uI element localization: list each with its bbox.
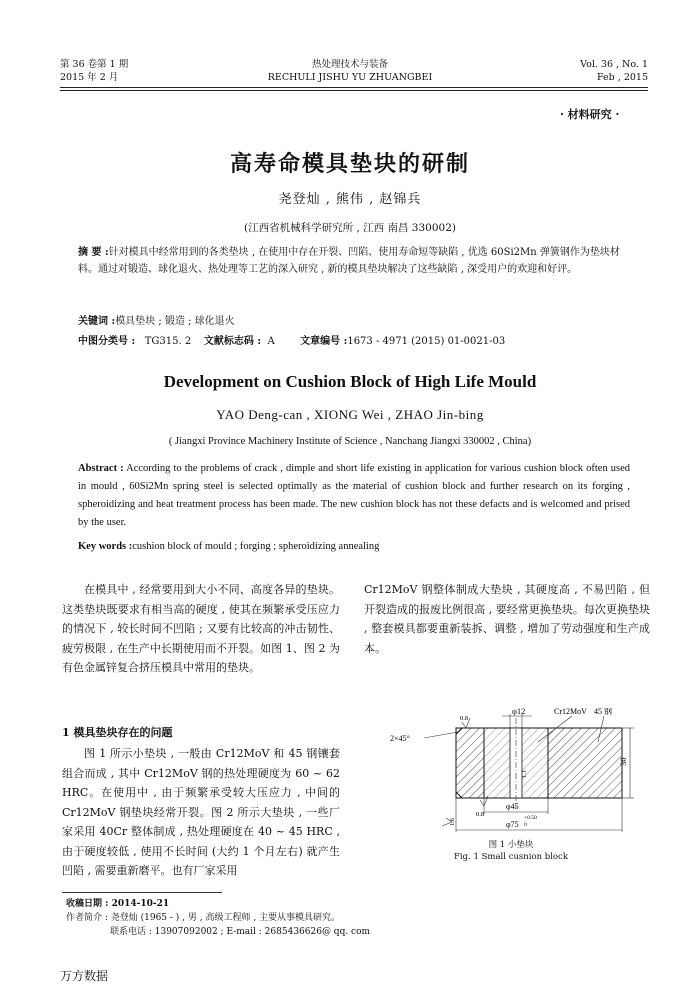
label-tolerance-lower: 0 xyxy=(524,822,527,828)
abstract-text-cn: 针对模具中经常用到的各类垫块 , 在使用中存在开裂、凹陷、使用寿命短等缺陷 , 优选 60Si2Mn 弹簧钢作为垫块材料。通过对锻造、球化退火、热处理等工艺的深入研究 , 新的模具垫块解决了这些缺陷 , 深受用户的欢迎和好评。 xyxy=(78,247,620,275)
issue-date-en: Feb , 2015 xyxy=(596,72,648,83)
label-phi75: φ75 xyxy=(506,820,519,829)
abstract-text-en: According to the problems of crack , dimple and short life existing in application for various cushion block often used in mould , 60Si2Mn spring steel is selected optimally as the material of cushion block and further research on its forging , spheroidizing and heat treatment process has been made. The new cushion block has not these defacts and is welcomed and prised by the user. xyxy=(78,463,630,528)
section-1-paragraph: 图 1 所示小垫块 , 一般由 Cr12MoV 和 45 钢镶套组合而成 , 其中 Cr12MoV 钢的热处理硬度为 60 ~ 62 HRC。在使用中 , 由于频繁承受较大压应力 , 中间的 Cr12MoV 钢垫块经常开裂。图 2 所示大垫块 , 一些厂家采用 40Cr 整体制成 , 热处理硬度在 40 ~ 45 HRC , 由于硬度较低 , 使用不长时间 (大约 1 个月左右) 就产生凹陷 , 需要重新磨平。也有厂家采用 xyxy=(62,747,340,877)
affiliation-cn: (江西省机械科学研究所 , 江西 南昌 330002) xyxy=(244,222,456,234)
author-bio: 作者简介 : 尧登灿 (1965 - ) , 男 , 高级工程师 , 主要从事模具研究。 xyxy=(66,913,341,923)
volume-issue: 第 36 卷第 1 期 xyxy=(60,59,129,70)
label-tolerance-upper: +0.50 xyxy=(524,815,537,821)
header-rule xyxy=(60,87,648,88)
doc-code-value: A xyxy=(267,336,275,347)
journal-name-pinyin: RECHULI JISHU YU ZHUANGBEI xyxy=(267,72,433,83)
intro-paragraph: 在模具中 , 经常要用到大小不同、高度各异的垫块。这类垫块既要求有相当高的硬度 , 使其在频繁承受压应力的情况下 , 较长时间不凹陷 ; 又要有比较高的冲击韧性、疲劳极限 , 在生产中长期使用而不开裂。如图 1、图 2 为有色金属锌复合挤压模具中常用的垫块。 xyxy=(62,583,340,674)
journal-name xyxy=(230,58,470,84)
issue-date: 2015 年 2 月 xyxy=(60,72,119,83)
label-roughness-1-6: 1.6 xyxy=(449,817,456,826)
paper-title-en: Development on Cushion Block of High Life Mould xyxy=(163,372,537,391)
keywords-cn xyxy=(78,313,630,330)
clc-label: 中图分类号 : xyxy=(78,336,136,347)
section-tag: · 材料研究 · xyxy=(560,108,620,121)
abstract-label-en: Abstract : xyxy=(78,463,124,474)
figure-1-drawing xyxy=(372,708,650,838)
label-45-steel: 45 钢 xyxy=(594,708,612,716)
article-no-label: 文章编号 : xyxy=(300,336,348,347)
label-chamfer: 2×45° xyxy=(390,734,410,743)
keywords-text-cn: 模具垫块 ; 锻造 ; 球化退火 xyxy=(115,316,235,327)
leader-chamfer xyxy=(424,732,458,738)
doc-code-label: 文献标志码 : xyxy=(203,336,262,347)
affiliation-en: ( Jiangxi Province Machinery Institute of Science , Nanchang Jiangxi 330002 , China) xyxy=(168,436,532,447)
label-dim-30: 30 xyxy=(618,757,628,766)
figure-1-caption-cn: 图 1 小垫块 xyxy=(488,840,534,850)
journal-issue-en xyxy=(480,58,648,84)
label-roughness-top: 0.8 xyxy=(460,715,469,722)
figure-1-caption-en: Fig. 1 Small cusnion block xyxy=(454,852,568,862)
header-rule-thin xyxy=(60,90,648,91)
journal-issue xyxy=(60,58,128,84)
volume-issue-en: Vol. 36 , No. 1 xyxy=(580,59,648,70)
classification-line xyxy=(78,332,638,347)
label-cr12mov: Cr12MoV xyxy=(554,708,587,716)
right-column-paragraph: Cr12MoV 钢整体制成大垫块 , 其硬度高 , 不易凹陷 , 但开裂造成的报废比例很高 , 要经常更换垫块。每次更换垫块 , 整套模具都要重新装拆、调整 , 增加了劳动强度和生产成本。 xyxy=(364,583,650,655)
journal-name-cn: 热处理技术与装备 xyxy=(311,59,388,70)
label-phi45: φ45 xyxy=(506,802,519,811)
authors-cn: 尧登灿 , 熊伟 , 赵锦兵 xyxy=(278,192,422,207)
footnote xyxy=(66,897,370,939)
article-no-value: 1673 - 4971 (2015) 01-0021-03 xyxy=(347,336,506,347)
keywords-en xyxy=(78,538,630,556)
contact-info: 联系电话 : 13907092002 ; E-mail : 2685436626@ qq. com xyxy=(110,927,371,937)
abstract-en xyxy=(78,460,630,532)
keywords-label-cn: 关键词 : xyxy=(78,316,116,327)
keywords-text-en: cushion block of mould ; forging ; spheroidizing annealing xyxy=(132,541,380,552)
received-date: 收稿日期 : 2014-10-21 xyxy=(66,899,170,909)
keywords-label-en: Key words : xyxy=(78,541,133,552)
label-roughness-bottom: 0.8 xyxy=(476,811,485,818)
abstract-cn xyxy=(78,244,630,278)
watermark: 万方数据 xyxy=(60,969,109,983)
label-dim-1-1: 1.1 xyxy=(521,769,528,778)
abstract-label-cn: 摘 要 : xyxy=(78,247,109,258)
authors-en: YAO Deng-can , XIONG Wei , ZHAO Jin-bing xyxy=(216,407,484,422)
footnote-rule xyxy=(62,892,222,893)
paper-title-cn: 高寿命模具垫块的研制 xyxy=(229,151,470,177)
section-1-heading: 1 模具垫块存在的问题 xyxy=(62,726,173,739)
label-phi12: φ12 xyxy=(512,708,526,716)
clc-value: TG315. 2 xyxy=(144,336,192,347)
